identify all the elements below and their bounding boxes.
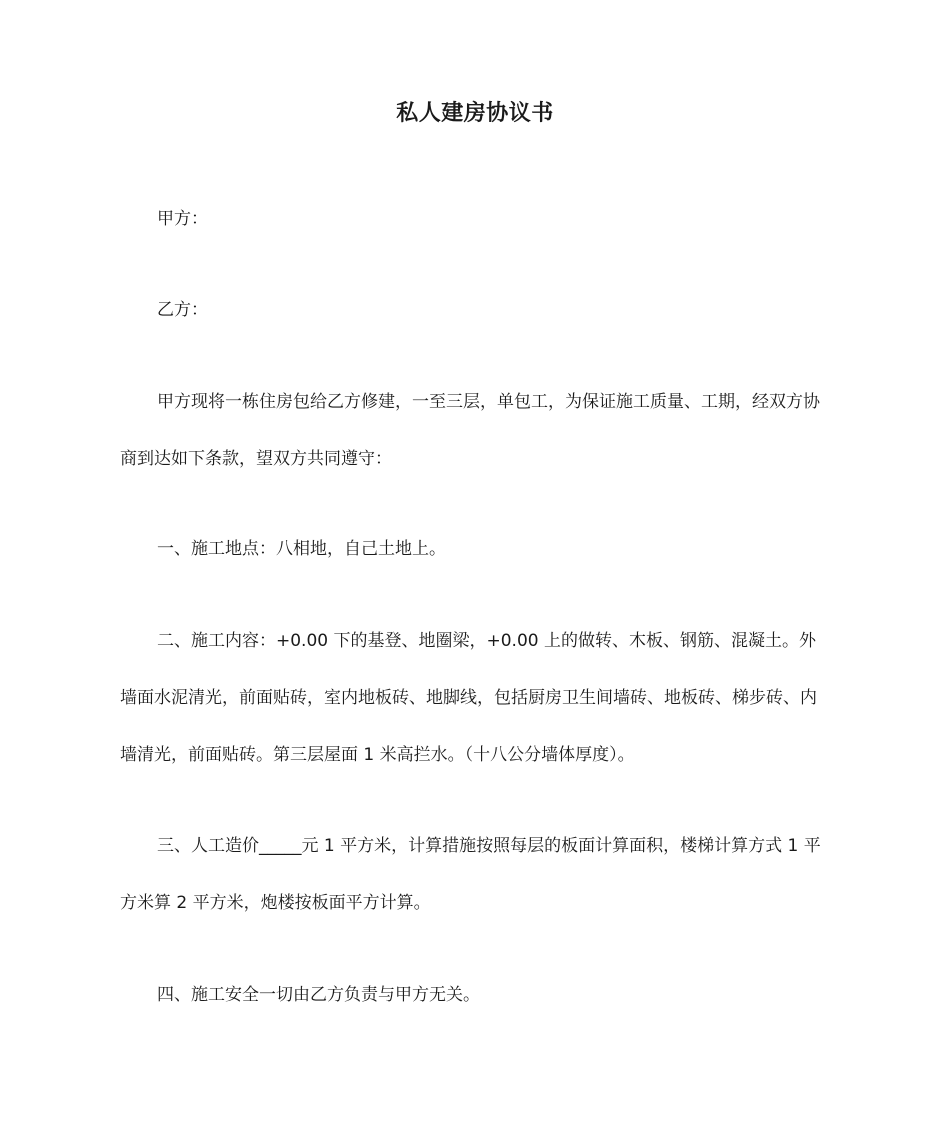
clause-4-paragraph: 四、施工安全一切由乙方负责与甲方无关。 (157, 985, 480, 1005)
party-b-line: 乙方： (157, 300, 208, 320)
intro-paragraph: 甲方现将一栋住房包给乙方修建，一至三层，单包工，为保证施工质量、工期，经双方协商到达如下条款，望双方共同遵守： (120, 392, 820, 469)
clause-2-paragraph: 二、施工内容：+0.00 下的基登、地圈梁，+0.00 上的做转、木板、钢筋、混凝土。外墙面水泥清光，前面贴砖，室内地板砖、地脚线，包括厨房卫生间墙砖、地板砖、梯步砖、内墙清光，前面贴砖。第三层屋面 1 米高拦水。（十八公分墙体厚度）。 (120, 631, 817, 765)
document-title: 私人建房协议书 (396, 101, 554, 126)
clause-1-paragraph: 一、施工地点：八相地，自己土地上。 (157, 539, 446, 559)
clause-3-paragraph: 三、人工造价_____元 1 平方米，计算措施按照每层的板面计算面积，楼梯计算方式 1 平方米算 2 平方米，炮楼按板面平方计算。 (120, 836, 821, 913)
party-a-line: 甲方： (157, 209, 208, 229)
